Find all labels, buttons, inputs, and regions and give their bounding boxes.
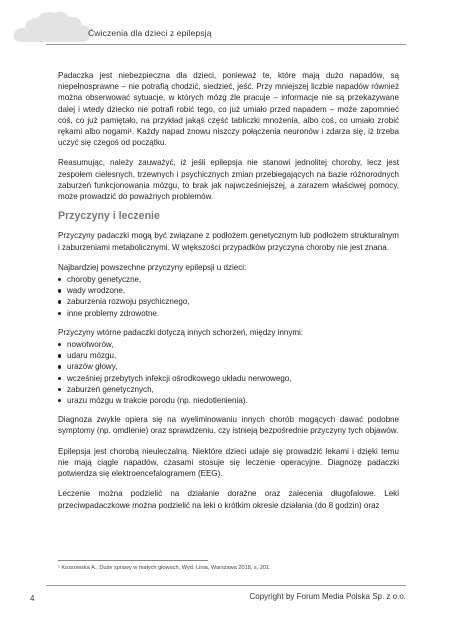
common-causes-list [58,274,399,319]
copyright-notice: Copyright by Forum Media Polska Sp. z o.o. [249,592,406,601]
cloud-icon [12,8,96,46]
header-title: Ćwiczenia dla dzieci z epilepsją [88,28,212,38]
list-item: urazów głowy, [58,361,399,372]
footnote: ¹ Kossowska A., Duże sprawy w małych głowach, Wyd. Linia, Warszawa 2018, s. 201. [58,565,271,571]
section-heading: Przyczyny i leczenie [58,210,160,223]
list-item: nowotworów, [58,339,399,350]
list-item: wady wrodzone, [58,285,399,296]
list-item: urazu mózgu w trakcie porodu (np. niedotlenienia). [58,395,399,406]
secondary-causes-list [58,339,399,406]
article-body [58,70,399,520]
paragraph: Najbardziej powszechne przyczyny epilepsji u dzieci: [58,262,247,272]
paragraph: Przyczyny wtórne padaczki dotyczą innych schorzeń, między innymi: [58,327,304,337]
list-item: udaru mózgu, [58,350,399,361]
footnote-divider [58,560,208,561]
list-item: choroby genetyczne, [58,274,399,285]
list-item: inne problemy zdrowotne. [58,308,399,319]
paragraph: Epilepsja jest chorobą nieuleczalną. Niektóre dzieci udaje się prowadzić lekami i dzięki temu nie mają ciągle napadów, czasami stosuje się leczenie operacyjne. Diagnozę padaczki potwierdza się elektroencefalogramem (EEG). [58,446,399,479]
page-number: 4 [30,594,35,603]
paragraph: Padaczka jest niebezpieczna dla dzieci, ponieważ te, które mają dużo napadów, są niepełnosprawne – nie potrafią chodzić, siedzieć, jeść. Przy mniejszej liczbie napadów również można obserwować sytuacje, w których mózg źle pracuje – informacje nie są przekazywane dalej i wtedy dziecko nie potrafi robić tego, co już umiało przed napadem – może zapomnieć coś, co już pamiętało, na przykład jakąś część tabliczki mnożenia, albo coś, co umiało zrobić rękami albo nogami¹. Każdy napad znowu niszczy połączenia neuronów i zdarza się, iż trzeba uczyć się czegoś od początku. [58,71,399,148]
list-item: zaburzenia rozwoju psychicznego, [58,296,399,307]
paragraph: Reasumując, należy zauważyć, iż jeśli epilepsja nie stanowi jednolitej choroby, lecz jest zespołem cielesnych, trzewnych i psychicznych zmian przebiegających na bazie różnorodnych zaburzeń funkcjonowania mózgu, to brak jak najwcześniejszej, a zarazem właściwej pomocy, może prowadzić do poważnych problemów. [58,158,399,202]
footer-divider [46,585,406,586]
paragraph: Leczenie można podzielić na działanie doraźne oraz zalecenia długofalowe. Leki przeciwpadaczkowe można podzielić na leki o krótkim okresie działania (do 8 godzin) oraz [58,489,399,510]
paragraph: Przyczyny padaczki mogą być związane z podłożem genetycznym lub podłożem strukturalnym i zaburzeniami metabolicznymi. W większości przypadków przyczyna choroby nie jest znana. [58,231,399,252]
paragraph: Diagnoza zwykle opiera się na wyeliminowaniu innych chorób mogących dawać podobne symptomy (np. omdlenie) oraz sprawdzeniu, czy istnieją bezpośrednie przyczyny tych objawów. [58,415,399,436]
page-header [46,24,406,45]
list-item: zaburzeń genetycznych, [58,384,399,395]
list-item: wcześniej przebytych infekcji ośrodkowego układu nerwowego, [58,373,399,384]
